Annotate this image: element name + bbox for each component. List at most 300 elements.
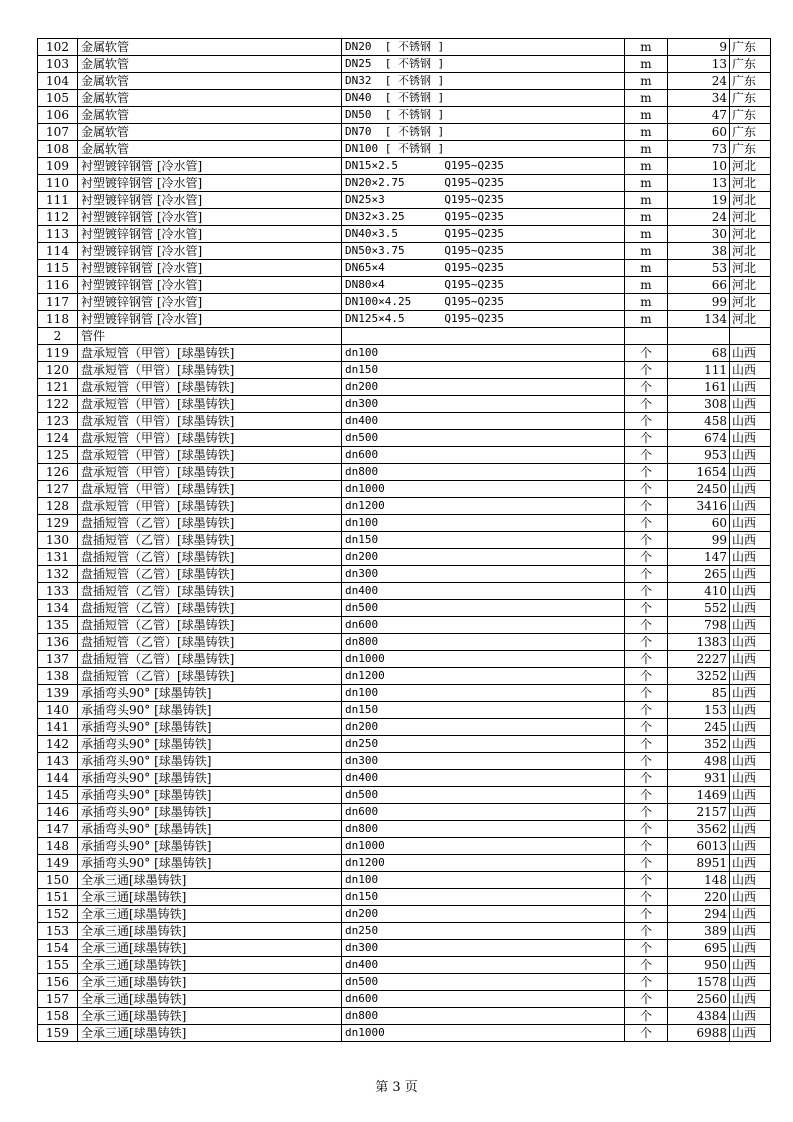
item-unit-cell: 个 bbox=[625, 498, 668, 515]
row-number-cell: 148 bbox=[38, 838, 78, 855]
item-name-cell: 衬塑镀锌钢管 [冷水管] bbox=[78, 277, 342, 294]
item-name-cell: 金属软管 bbox=[78, 56, 342, 73]
item-price-cell: 73 bbox=[668, 141, 730, 158]
row-number-cell: 116 bbox=[38, 277, 78, 294]
item-price-cell: 47 bbox=[668, 107, 730, 124]
row-number-cell: 153 bbox=[38, 923, 78, 940]
item-name-cell: 全承三通[球墨铸铁] bbox=[78, 1025, 342, 1042]
item-unit-cell bbox=[625, 328, 668, 345]
page-number: 第 3 页 bbox=[375, 1080, 418, 1095]
price-table-body bbox=[38, 39, 771, 1042]
item-origin-cell: 山西 bbox=[730, 583, 771, 600]
item-unit-cell: 个 bbox=[625, 787, 668, 804]
item-name-cell: 盘承短管（甲管）[球墨铸铁] bbox=[78, 345, 342, 362]
item-origin-cell: 广东 bbox=[730, 141, 771, 158]
item-name-cell: 盘插短管（乙管）[球墨铸铁] bbox=[78, 617, 342, 634]
table-row bbox=[38, 124, 771, 141]
table-row bbox=[38, 464, 771, 481]
item-spec-cell: DN40×3.5 Q195~Q235 bbox=[342, 226, 625, 243]
item-name-cell: 盘承短管（甲管）[球墨铸铁] bbox=[78, 379, 342, 396]
item-spec-cell: dn200 bbox=[342, 719, 625, 736]
item-origin-cell: 山西 bbox=[730, 804, 771, 821]
row-number-cell: 122 bbox=[38, 396, 78, 413]
item-unit-cell: 个 bbox=[625, 804, 668, 821]
row-number-cell: 115 bbox=[38, 260, 78, 277]
item-spec-cell: dn400 bbox=[342, 413, 625, 430]
item-origin-cell: 山西 bbox=[730, 821, 771, 838]
row-number-cell: 146 bbox=[38, 804, 78, 821]
row-number-cell: 157 bbox=[38, 991, 78, 1008]
item-price-cell: 6013 bbox=[668, 838, 730, 855]
row-number-cell: 106 bbox=[38, 107, 78, 124]
item-price-cell: 30 bbox=[668, 226, 730, 243]
item-origin-cell: 山西 bbox=[730, 855, 771, 872]
item-name-cell: 金属软管 bbox=[78, 124, 342, 141]
row-number-cell: 104 bbox=[38, 73, 78, 90]
item-spec-cell: dn150 bbox=[342, 362, 625, 379]
item-name-cell: 全承三通[球墨铸铁] bbox=[78, 923, 342, 940]
table-row bbox=[38, 362, 771, 379]
item-name-cell: 盘承短管（甲管）[球墨铸铁] bbox=[78, 430, 342, 447]
item-price-cell: 552 bbox=[668, 600, 730, 617]
item-origin-cell: 山西 bbox=[730, 906, 771, 923]
row-number-cell: 138 bbox=[38, 668, 78, 685]
item-origin-cell: 河北 bbox=[730, 192, 771, 209]
item-price-cell: 153 bbox=[668, 702, 730, 719]
item-spec-cell: dn1200 bbox=[342, 668, 625, 685]
item-spec-cell: dn1000 bbox=[342, 838, 625, 855]
row-number-cell: 150 bbox=[38, 872, 78, 889]
table-row bbox=[38, 753, 771, 770]
item-unit-cell: 个 bbox=[625, 447, 668, 464]
item-origin-cell: 山西 bbox=[730, 1008, 771, 1025]
item-unit-cell: 个 bbox=[625, 617, 668, 634]
item-price-cell: 99 bbox=[668, 294, 730, 311]
item-name-cell: 盘插短管（乙管）[球墨铸铁] bbox=[78, 515, 342, 532]
item-unit-cell: 个 bbox=[625, 974, 668, 991]
item-name-cell: 盘承短管（甲管）[球墨铸铁] bbox=[78, 498, 342, 515]
item-price-cell: 161 bbox=[668, 379, 730, 396]
item-origin-cell: 山西 bbox=[730, 770, 771, 787]
item-price-cell: 220 bbox=[668, 889, 730, 906]
item-origin-cell: 山西 bbox=[730, 600, 771, 617]
item-name-cell: 承插弯头90° [球墨铸铁] bbox=[78, 855, 342, 872]
item-spec-cell: DN25×3 Q195~Q235 bbox=[342, 192, 625, 209]
item-name-cell: 承插弯头90° [球墨铸铁] bbox=[78, 685, 342, 702]
item-origin-cell: 山西 bbox=[730, 430, 771, 447]
item-price-cell: 798 bbox=[668, 617, 730, 634]
row-number-cell: 103 bbox=[38, 56, 78, 73]
item-price-cell: 245 bbox=[668, 719, 730, 736]
row-number-cell: 118 bbox=[38, 311, 78, 328]
table-row bbox=[38, 56, 771, 73]
table-row bbox=[38, 940, 771, 957]
row-number-cell: 108 bbox=[38, 141, 78, 158]
item-name-cell: 盘承短管（甲管）[球墨铸铁] bbox=[78, 362, 342, 379]
table-row bbox=[38, 209, 771, 226]
item-unit-cell: 个 bbox=[625, 532, 668, 549]
item-name-cell: 全承三通[球墨铸铁] bbox=[78, 906, 342, 923]
table-row bbox=[38, 566, 771, 583]
item-origin-cell: 广东 bbox=[730, 124, 771, 141]
table-row bbox=[38, 192, 771, 209]
item-origin-cell: 山西 bbox=[730, 566, 771, 583]
item-spec-cell: DN15×2.5 Q195~Q235 bbox=[342, 158, 625, 175]
row-number-cell: 126 bbox=[38, 464, 78, 481]
item-price-cell: 147 bbox=[668, 549, 730, 566]
item-unit-cell: 个 bbox=[625, 923, 668, 940]
item-price-cell: 931 bbox=[668, 770, 730, 787]
item-unit-cell: 个 bbox=[625, 634, 668, 651]
table-row bbox=[38, 39, 771, 56]
item-spec-cell: dn100 bbox=[342, 872, 625, 889]
item-origin-cell: 山西 bbox=[730, 498, 771, 515]
item-spec-cell: DN25 [ 不锈钢 ] bbox=[342, 56, 625, 73]
item-price-cell: 6988 bbox=[668, 1025, 730, 1042]
item-origin-cell: 河北 bbox=[730, 226, 771, 243]
item-unit-cell: m bbox=[625, 311, 668, 328]
table-row bbox=[38, 889, 771, 906]
row-number-cell: 119 bbox=[38, 345, 78, 362]
item-name-cell: 盘承短管（甲管）[球墨铸铁] bbox=[78, 481, 342, 498]
item-name-cell: 承插弯头90° [球墨铸铁] bbox=[78, 838, 342, 855]
item-unit-cell: m bbox=[625, 243, 668, 260]
table-row bbox=[38, 107, 771, 124]
table-row bbox=[38, 974, 771, 991]
item-unit-cell: 个 bbox=[625, 651, 668, 668]
table-row bbox=[38, 447, 771, 464]
item-spec-cell: dn150 bbox=[342, 702, 625, 719]
item-spec-cell: dn250 bbox=[342, 736, 625, 753]
item-spec-cell: dn600 bbox=[342, 617, 625, 634]
item-price-cell: 950 bbox=[668, 957, 730, 974]
item-price-cell: 1383 bbox=[668, 634, 730, 651]
item-name-cell: 盘插短管（乙管）[球墨铸铁] bbox=[78, 549, 342, 566]
item-name-cell: 衬塑镀锌钢管 [冷水管] bbox=[78, 192, 342, 209]
table-row bbox=[38, 702, 771, 719]
item-spec-cell: DN40 [ 不锈钢 ] bbox=[342, 90, 625, 107]
item-spec-cell: dn600 bbox=[342, 991, 625, 1008]
item-origin-cell: 河北 bbox=[730, 175, 771, 192]
item-name-cell: 全承三通[球墨铸铁] bbox=[78, 1008, 342, 1025]
item-spec-cell: dn400 bbox=[342, 957, 625, 974]
item-unit-cell: 个 bbox=[625, 362, 668, 379]
item-price-cell: 13 bbox=[668, 56, 730, 73]
table-row bbox=[38, 923, 771, 940]
item-spec-cell: dn300 bbox=[342, 940, 625, 957]
item-spec-cell: dn500 bbox=[342, 787, 625, 804]
table-row bbox=[38, 311, 771, 328]
item-spec-cell: dn200 bbox=[342, 549, 625, 566]
item-origin-cell: 山西 bbox=[730, 447, 771, 464]
item-spec-cell: dn1000 bbox=[342, 651, 625, 668]
item-unit-cell: 个 bbox=[625, 430, 668, 447]
table-row bbox=[38, 821, 771, 838]
item-name-cell: 衬塑镀锌钢管 [冷水管] bbox=[78, 260, 342, 277]
table-row bbox=[38, 957, 771, 974]
item-name-cell: 衬塑镀锌钢管 [冷水管] bbox=[78, 226, 342, 243]
item-name-cell: 盘承短管（甲管）[球墨铸铁] bbox=[78, 464, 342, 481]
item-unit-cell: 个 bbox=[625, 481, 668, 498]
item-unit-cell: 个 bbox=[625, 719, 668, 736]
item-price-cell: 1654 bbox=[668, 464, 730, 481]
table-row bbox=[38, 396, 771, 413]
item-spec-cell: dn500 bbox=[342, 974, 625, 991]
item-spec-cell: dn150 bbox=[342, 532, 625, 549]
item-origin-cell: 山西 bbox=[730, 379, 771, 396]
item-name-cell: 承插弯头90° [球墨铸铁] bbox=[78, 753, 342, 770]
item-unit-cell: 个 bbox=[625, 940, 668, 957]
item-name-cell: 盘插短管（乙管）[球墨铸铁] bbox=[78, 634, 342, 651]
row-number-cell: 107 bbox=[38, 124, 78, 141]
item-origin-cell: 河北 bbox=[730, 209, 771, 226]
table-row bbox=[38, 498, 771, 515]
item-origin-cell: 山西 bbox=[730, 685, 771, 702]
item-origin-cell: 山西 bbox=[730, 634, 771, 651]
table-row bbox=[38, 277, 771, 294]
item-spec-cell: dn200 bbox=[342, 379, 625, 396]
row-number-cell: 117 bbox=[38, 294, 78, 311]
item-origin-cell: 河北 bbox=[730, 277, 771, 294]
item-unit-cell: 个 bbox=[625, 379, 668, 396]
item-unit-cell: 个 bbox=[625, 957, 668, 974]
item-price-cell: 308 bbox=[668, 396, 730, 413]
item-unit-cell: m bbox=[625, 209, 668, 226]
item-price-cell: 695 bbox=[668, 940, 730, 957]
item-origin-cell: 河北 bbox=[730, 294, 771, 311]
item-name-cell: 金属软管 bbox=[78, 39, 342, 56]
table-row bbox=[38, 226, 771, 243]
item-unit-cell: m bbox=[625, 226, 668, 243]
item-spec-cell: DN125×4.5 Q195~Q235 bbox=[342, 311, 625, 328]
row-number-cell: 124 bbox=[38, 430, 78, 447]
item-price-cell: 60 bbox=[668, 515, 730, 532]
item-price-cell: 2157 bbox=[668, 804, 730, 821]
item-price-cell: 2450 bbox=[668, 481, 730, 498]
row-number-cell: 109 bbox=[38, 158, 78, 175]
item-origin-cell: 山西 bbox=[730, 396, 771, 413]
table-row bbox=[38, 804, 771, 821]
item-origin-cell bbox=[730, 328, 771, 345]
item-origin-cell: 山西 bbox=[730, 362, 771, 379]
item-unit-cell: m bbox=[625, 192, 668, 209]
item-origin-cell: 河北 bbox=[730, 260, 771, 277]
item-name-cell: 盘插短管（乙管）[球墨铸铁] bbox=[78, 668, 342, 685]
item-price-cell: 19 bbox=[668, 192, 730, 209]
item-unit-cell: 个 bbox=[625, 906, 668, 923]
row-number-cell: 156 bbox=[38, 974, 78, 991]
item-price-cell: 389 bbox=[668, 923, 730, 940]
table-row bbox=[38, 158, 771, 175]
row-number-cell: 121 bbox=[38, 379, 78, 396]
item-price-cell: 953 bbox=[668, 447, 730, 464]
table-row bbox=[38, 345, 771, 362]
item-origin-cell: 广东 bbox=[730, 56, 771, 73]
item-price-cell: 1578 bbox=[668, 974, 730, 991]
item-unit-cell: 个 bbox=[625, 549, 668, 566]
item-name-cell: 全承三通[球墨铸铁] bbox=[78, 991, 342, 1008]
table-row bbox=[38, 549, 771, 566]
item-unit-cell: m bbox=[625, 73, 668, 90]
item-origin-cell: 山西 bbox=[730, 617, 771, 634]
row-number-cell: 113 bbox=[38, 226, 78, 243]
item-name-cell: 承插弯头90° [球墨铸铁] bbox=[78, 804, 342, 821]
item-unit-cell: m bbox=[625, 277, 668, 294]
item-price-cell: 674 bbox=[668, 430, 730, 447]
item-spec-cell: dn1200 bbox=[342, 855, 625, 872]
item-price-cell: 111 bbox=[668, 362, 730, 379]
item-name-cell: 全承三通[球墨铸铁] bbox=[78, 872, 342, 889]
item-name-cell: 金属软管 bbox=[78, 107, 342, 124]
item-unit-cell: 个 bbox=[625, 770, 668, 787]
item-origin-cell: 山西 bbox=[730, 345, 771, 362]
item-spec-cell: DN20 [ 不锈钢 ] bbox=[342, 39, 625, 56]
item-name-cell: 衬塑镀锌钢管 [冷水管] bbox=[78, 158, 342, 175]
item-unit-cell: 个 bbox=[625, 464, 668, 481]
item-unit-cell: 个 bbox=[625, 821, 668, 838]
item-unit-cell: 个 bbox=[625, 413, 668, 430]
row-number-cell: 102 bbox=[38, 39, 78, 56]
item-price-cell: 9 bbox=[668, 39, 730, 56]
item-price-cell: 34 bbox=[668, 90, 730, 107]
item-origin-cell: 山西 bbox=[730, 787, 771, 804]
row-number-cell: 158 bbox=[38, 1008, 78, 1025]
item-origin-cell: 山西 bbox=[730, 668, 771, 685]
item-unit-cell: 个 bbox=[625, 583, 668, 600]
item-unit-cell: 个 bbox=[625, 702, 668, 719]
item-price-cell: 1469 bbox=[668, 787, 730, 804]
item-spec-cell: DN32 [ 不锈钢 ] bbox=[342, 73, 625, 90]
item-price-cell: 3252 bbox=[668, 668, 730, 685]
item-price-cell: 24 bbox=[668, 209, 730, 226]
item-name-cell: 衬塑镀锌钢管 [冷水管] bbox=[78, 294, 342, 311]
item-name-cell: 全承三通[球墨铸铁] bbox=[78, 889, 342, 906]
table-row bbox=[38, 583, 771, 600]
table-row bbox=[38, 1008, 771, 1025]
item-unit-cell: 个 bbox=[625, 668, 668, 685]
table-row bbox=[38, 430, 771, 447]
item-spec-cell: dn800 bbox=[342, 634, 625, 651]
item-origin-cell: 山西 bbox=[730, 532, 771, 549]
row-number-cell: 134 bbox=[38, 600, 78, 617]
row-number-cell: 135 bbox=[38, 617, 78, 634]
item-spec-cell: dn300 bbox=[342, 753, 625, 770]
row-number-cell: 149 bbox=[38, 855, 78, 872]
item-name-cell: 承插弯头90° [球墨铸铁] bbox=[78, 821, 342, 838]
item-price-cell: 4384 bbox=[668, 1008, 730, 1025]
item-price-cell: 24 bbox=[668, 73, 730, 90]
item-name-cell: 盘插短管（乙管）[球墨铸铁] bbox=[78, 532, 342, 549]
table-row bbox=[38, 481, 771, 498]
row-number-cell: 143 bbox=[38, 753, 78, 770]
row-number-cell: 144 bbox=[38, 770, 78, 787]
item-spec-cell: dn1000 bbox=[342, 481, 625, 498]
item-spec-cell: DN100 [ 不锈钢 ] bbox=[342, 141, 625, 158]
item-unit-cell: m bbox=[625, 141, 668, 158]
item-name-cell: 承插弯头90° [球墨铸铁] bbox=[78, 787, 342, 804]
item-spec-cell: dn100 bbox=[342, 685, 625, 702]
row-number-cell: 105 bbox=[38, 90, 78, 107]
row-number-cell: 120 bbox=[38, 362, 78, 379]
item-price-cell: 38 bbox=[668, 243, 730, 260]
item-name-cell: 盘承短管（甲管）[球墨铸铁] bbox=[78, 447, 342, 464]
row-number-cell: 125 bbox=[38, 447, 78, 464]
item-name-cell: 盘承短管（甲管）[球墨铸铁] bbox=[78, 413, 342, 430]
table-row bbox=[38, 294, 771, 311]
row-number-cell: 112 bbox=[38, 209, 78, 226]
row-number-cell: 136 bbox=[38, 634, 78, 651]
item-unit-cell: 个 bbox=[625, 566, 668, 583]
item-origin-cell: 山西 bbox=[730, 753, 771, 770]
item-price-cell: 134 bbox=[668, 311, 730, 328]
row-number-cell: 145 bbox=[38, 787, 78, 804]
table-row bbox=[38, 1025, 771, 1042]
item-spec-cell: dn800 bbox=[342, 821, 625, 838]
item-price-cell: 498 bbox=[668, 753, 730, 770]
item-name-cell: 金属软管 bbox=[78, 73, 342, 90]
item-unit-cell: m bbox=[625, 260, 668, 277]
table-row bbox=[38, 787, 771, 804]
item-price-cell: 2560 bbox=[668, 991, 730, 1008]
item-price-cell: 458 bbox=[668, 413, 730, 430]
item-origin-cell: 山西 bbox=[730, 736, 771, 753]
row-number-cell: 114 bbox=[38, 243, 78, 260]
table-row bbox=[38, 328, 771, 345]
item-spec-cell: DN100×4.25 Q195~Q235 bbox=[342, 294, 625, 311]
table-row bbox=[38, 90, 771, 107]
item-price-cell bbox=[668, 328, 730, 345]
item-spec-cell: dn800 bbox=[342, 1008, 625, 1025]
table-row bbox=[38, 634, 771, 651]
item-unit-cell: m bbox=[625, 39, 668, 56]
item-spec-cell: dn200 bbox=[342, 906, 625, 923]
item-name-cell: 衬塑镀锌钢管 [冷水管] bbox=[78, 175, 342, 192]
table-row bbox=[38, 719, 771, 736]
row-number-cell: 152 bbox=[38, 906, 78, 923]
item-spec-cell: dn400 bbox=[342, 583, 625, 600]
item-origin-cell: 山西 bbox=[730, 719, 771, 736]
item-origin-cell: 山西 bbox=[730, 515, 771, 532]
item-spec-cell: dn500 bbox=[342, 600, 625, 617]
row-number-cell: 154 bbox=[38, 940, 78, 957]
item-spec-cell: DN50×3.75 Q195~Q235 bbox=[342, 243, 625, 260]
item-unit-cell: 个 bbox=[625, 991, 668, 1008]
item-unit-cell: 个 bbox=[625, 872, 668, 889]
item-name-cell: 承插弯头90° [球墨铸铁] bbox=[78, 719, 342, 736]
table-row bbox=[38, 872, 771, 889]
row-number-cell: 127 bbox=[38, 481, 78, 498]
item-origin-cell: 山西 bbox=[730, 481, 771, 498]
row-number-cell: 110 bbox=[38, 175, 78, 192]
item-name-cell: 盘承短管（甲管）[球墨铸铁] bbox=[78, 396, 342, 413]
table-row bbox=[38, 600, 771, 617]
item-spec-cell: DN70 [ 不锈钢 ] bbox=[342, 124, 625, 141]
table-row bbox=[38, 413, 771, 430]
item-unit-cell: m bbox=[625, 90, 668, 107]
table-row bbox=[38, 243, 771, 260]
row-number-cell: 111 bbox=[38, 192, 78, 209]
item-name-cell: 管件 bbox=[78, 328, 342, 345]
item-spec-cell: dn500 bbox=[342, 430, 625, 447]
row-number-cell: 131 bbox=[38, 549, 78, 566]
item-unit-cell: 个 bbox=[625, 838, 668, 855]
table-row bbox=[38, 855, 771, 872]
item-unit-cell: 个 bbox=[625, 515, 668, 532]
item-origin-cell: 山西 bbox=[730, 549, 771, 566]
item-origin-cell: 山西 bbox=[730, 872, 771, 889]
row-number-cell: 130 bbox=[38, 532, 78, 549]
item-spec-cell: dn300 bbox=[342, 566, 625, 583]
